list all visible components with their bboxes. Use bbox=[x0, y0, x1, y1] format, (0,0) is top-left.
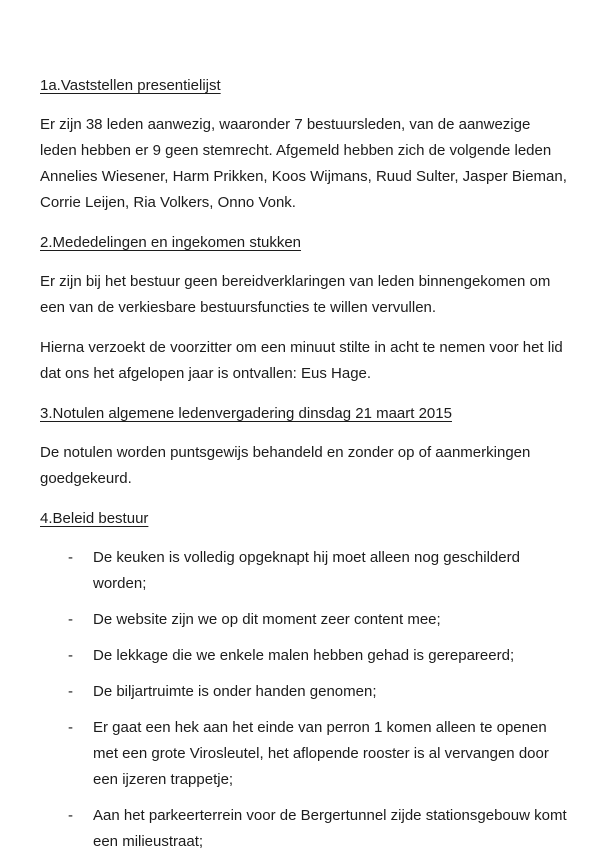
bullet-item bbox=[40, 679, 570, 705]
bullet-item bbox=[40, 607, 570, 633]
section-vaststellen-presentielijst bbox=[40, 73, 571, 216]
bullet-text: De biljartruimte is onder handen genomen; bbox=[93, 683, 377, 700]
bullet-item bbox=[40, 715, 570, 793]
bullet-marker: - bbox=[68, 719, 73, 736]
section-mededelingen bbox=[40, 230, 571, 387]
section-heading: 2.Mededelingen en ingekomen stukken bbox=[40, 234, 302, 251]
bullet-text: Aan het parkeerterrein voor de Bergertunnel zijde stationsgebouw komt een milieustraat; bbox=[93, 807, 567, 850]
bullet-item bbox=[40, 803, 570, 855]
paragraph: De notulen worden puntsgewijs behandeld en zonder op of aanmerkingen goedgekeurd. bbox=[40, 444, 531, 487]
bullet-list bbox=[40, 545, 570, 855]
bullet-text: Er gaat een hek aan het einde van perron 1 komen alleen te openen met een grote Virosleutel, het aflopende rooster is al vervangen door een ijzeren trappetje; bbox=[93, 719, 549, 788]
bullet-marker: - bbox=[68, 647, 73, 664]
bullet-marker: - bbox=[68, 807, 73, 824]
section-heading: 4.Beleid bestuur bbox=[40, 510, 149, 527]
section-heading: 3.Notulen algemene ledenvergadering dinsdag 21 maart 2015 bbox=[40, 405, 452, 422]
section-beleid-bestuur bbox=[40, 506, 571, 855]
paragraph: Er zijn bij het bestuur geen bereidverklaringen van leden binnengekomen om een van de verkiesbare bestuursfuncties te willen vervullen. bbox=[40, 273, 551, 316]
bullet-text: De lekkage die we enkele malen hebben gehad is gerepareerd; bbox=[93, 647, 515, 664]
bullet-item bbox=[40, 643, 570, 669]
section-notulen bbox=[40, 401, 571, 492]
bullet-marker: - bbox=[68, 549, 73, 566]
bullet-marker: - bbox=[68, 611, 73, 628]
paragraph: Hierna verzoekt de voorzitter om een minuut stilte in acht te nemen voor het lid dat ons het afgelopen jaar is ontvallen: Eus Hage. bbox=[40, 339, 563, 382]
bullet-item bbox=[40, 545, 570, 597]
bullet-marker: - bbox=[68, 683, 73, 700]
bullet-text: De keuken is volledig opgeknapt hij moet alleen nog geschilderd worden; bbox=[93, 549, 520, 592]
bullet-text: De website zijn we op dit moment zeer content mee; bbox=[93, 611, 441, 628]
paragraph: Er zijn 38 leden aanwezig, waaronder 7 bestuursleden, van de aanwezige leden hebben er 9 geen stemrecht. Afgemeld hebben zich de volgende leden Annelies Wiesener, Harm Prikken, Koos Wijmans, Ruud Sulter, Jasper Bieman, Corrie Leijen, Ria Volkers, Onno Vonk. bbox=[40, 116, 567, 211]
section-heading: 1a.Vaststellen presentielijst bbox=[40, 77, 221, 94]
